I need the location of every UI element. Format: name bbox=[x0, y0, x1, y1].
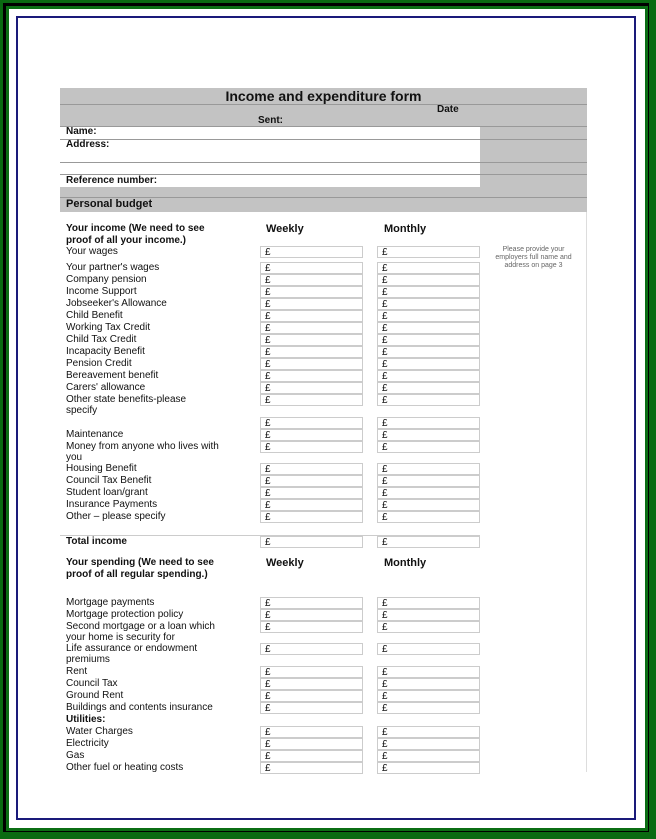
spending-header-1: Your spending (We need to see bbox=[66, 557, 214, 568]
spending-monthly-field[interactable]: £ bbox=[377, 597, 480, 609]
income-weekly-field[interactable]: £ bbox=[260, 370, 363, 382]
spending-label: Mortgage protection policy bbox=[66, 609, 184, 620]
spending-label: Life assurance or endowment bbox=[66, 643, 198, 654]
income-monthly-field[interactable]: £ bbox=[377, 274, 480, 286]
income-label: Student loan/grant bbox=[66, 487, 148, 498]
income-weekly-field[interactable]: £ bbox=[260, 499, 363, 511]
income-monthly-field[interactable]: £ bbox=[377, 429, 480, 441]
income-weekly-field[interactable]: £ bbox=[260, 298, 363, 310]
income-label: Pension Credit bbox=[66, 358, 132, 369]
spending-label: Rent bbox=[66, 666, 88, 677]
income-monthly-field[interactable]: £ bbox=[377, 262, 480, 274]
income-monthly-field[interactable]: £ bbox=[377, 487, 480, 499]
income-label: Insurance Payments bbox=[66, 499, 158, 510]
spending-monthly-field[interactable]: £ bbox=[377, 690, 480, 702]
income-monthly-field[interactable]: £ bbox=[377, 298, 480, 310]
income-monthly-field[interactable]: £ bbox=[377, 417, 480, 429]
total-income-label: Total income bbox=[66, 536, 127, 547]
income-weekly-field[interactable]: £ bbox=[260, 358, 363, 370]
form-title: Income and expenditure form bbox=[225, 88, 422, 104]
income-weekly-field[interactable]: £ bbox=[260, 417, 363, 429]
income-weekly-field[interactable]: £ bbox=[260, 274, 363, 286]
income-monthly-field[interactable]: £ bbox=[377, 511, 480, 523]
income-weekly-field[interactable]: £ bbox=[260, 511, 363, 523]
spending-monthly-field[interactable]: £ bbox=[377, 643, 480, 655]
income-label: Maintenance bbox=[66, 429, 124, 440]
spending-weekly-header: Weekly bbox=[266, 557, 304, 569]
income-monthly-field[interactable]: £ bbox=[377, 346, 480, 358]
spending-monthly-field[interactable]: £ bbox=[377, 726, 480, 738]
income-label: Housing Benefit bbox=[66, 463, 137, 474]
income-monthly-field[interactable]: £ bbox=[377, 246, 480, 258]
income-label: Other state benefits-please bbox=[66, 394, 187, 405]
income-monthly-field[interactable]: £ bbox=[377, 322, 480, 334]
spending-weekly-field[interactable]: £ bbox=[260, 643, 363, 655]
total-income-monthly-field[interactable]: £ bbox=[377, 536, 480, 548]
spending-monthly-field[interactable]: £ bbox=[377, 678, 480, 690]
spending-label: premiums bbox=[66, 654, 110, 665]
spending-label: Utilities: bbox=[66, 714, 106, 725]
spending-monthly-field[interactable]: £ bbox=[377, 666, 480, 678]
spending-weekly-field[interactable]: £ bbox=[260, 750, 363, 762]
income-label: Money from anyone who lives with bbox=[66, 441, 219, 452]
spending-weekly-field[interactable]: £ bbox=[260, 609, 363, 621]
income-header-1: Your income (We need to see bbox=[66, 223, 205, 234]
spending-label: Other fuel or heating costs bbox=[66, 762, 184, 773]
income-monthly-field[interactable]: £ bbox=[377, 499, 480, 511]
spending-weekly-field[interactable]: £ bbox=[260, 702, 363, 714]
spending-label: Water Charges bbox=[66, 726, 133, 737]
spending-monthly-field[interactable]: £ bbox=[377, 750, 480, 762]
spending-label: Gas bbox=[66, 750, 85, 761]
income-label: Working Tax Credit bbox=[66, 322, 151, 333]
income-label: Child Benefit bbox=[66, 310, 123, 321]
spending-label: Second mortgage or a loan which bbox=[66, 621, 215, 632]
income-weekly-field[interactable]: £ bbox=[260, 463, 363, 475]
income-label: Child Tax Credit bbox=[66, 334, 137, 345]
income-label: Council Tax Benefit bbox=[66, 475, 152, 486]
income-weekly-field[interactable]: £ bbox=[260, 334, 363, 346]
income-weekly-field[interactable]: £ bbox=[260, 487, 363, 499]
spending-monthly-field[interactable]: £ bbox=[377, 762, 480, 774]
income-monthly-field[interactable]: £ bbox=[377, 394, 480, 406]
income-monthly-field[interactable]: £ bbox=[377, 286, 480, 298]
income-weekly-field[interactable]: £ bbox=[260, 346, 363, 358]
spending-monthly-header: Monthly bbox=[384, 557, 427, 569]
total-income-weekly-field[interactable]: £ bbox=[260, 536, 363, 548]
spending-weekly-field[interactable]: £ bbox=[260, 597, 363, 609]
spending-header-2: proof of all regular spending.) bbox=[66, 569, 208, 580]
spending-weekly-field[interactable]: £ bbox=[260, 621, 363, 633]
income-label: specify bbox=[66, 405, 98, 416]
income-weekly-field[interactable]: £ bbox=[260, 310, 363, 322]
income-header-2: proof of all your income.) bbox=[66, 235, 187, 246]
wages-note: Please provide your employers full name and address on page 3 bbox=[495, 246, 572, 269]
spending-monthly-field[interactable]: £ bbox=[377, 738, 480, 750]
income-monthly-field[interactable]: £ bbox=[377, 441, 480, 453]
side-band bbox=[480, 126, 587, 187]
spending-label: your home is security for bbox=[66, 632, 175, 643]
income-label: Company pension bbox=[66, 274, 147, 285]
income-label: Other – please specify bbox=[66, 511, 166, 522]
weekly-header: Weekly bbox=[266, 223, 304, 235]
income-monthly-field[interactable]: £ bbox=[377, 382, 480, 394]
spending-monthly-field[interactable]: £ bbox=[377, 621, 480, 633]
income-label: Jobseeker's Allowance bbox=[66, 298, 167, 309]
income-monthly-field[interactable]: £ bbox=[377, 370, 480, 382]
spending-label: Buildings and contents insurance bbox=[66, 702, 213, 713]
name-label: Name: bbox=[66, 126, 97, 137]
spending-weekly-field[interactable]: £ bbox=[260, 726, 363, 738]
income-monthly-field[interactable]: £ bbox=[377, 463, 480, 475]
sent-label: Sent: bbox=[258, 115, 283, 126]
income-label: Carers' allowance bbox=[66, 382, 146, 393]
spending-label: Mortgage payments bbox=[66, 597, 155, 608]
income-label: Your partner's wages bbox=[66, 262, 160, 273]
income-weekly-field[interactable]: £ bbox=[260, 262, 363, 274]
income-monthly-field[interactable]: £ bbox=[377, 358, 480, 370]
income-weekly-field[interactable]: £ bbox=[260, 286, 363, 298]
income-weekly-field[interactable]: £ bbox=[260, 382, 363, 394]
spending-label: Council Tax bbox=[66, 678, 118, 689]
income-label: Incapacity Benefit bbox=[66, 346, 145, 357]
reference-label: Reference number: bbox=[66, 175, 158, 186]
date-label: Date bbox=[437, 104, 459, 115]
income-weekly-field[interactable]: £ bbox=[260, 322, 363, 334]
income-weekly-field[interactable]: £ bbox=[260, 246, 363, 258]
income-monthly-field[interactable]: £ bbox=[377, 310, 480, 322]
income-label: you bbox=[66, 452, 83, 463]
spending-monthly-field[interactable]: £ bbox=[377, 702, 480, 714]
address-label: Address: bbox=[66, 139, 110, 150]
income-monthly-field[interactable]: £ bbox=[377, 475, 480, 487]
income-monthly-field[interactable]: £ bbox=[377, 334, 480, 346]
income-label: Bereavement benefit bbox=[66, 370, 159, 381]
spending-weekly-field[interactable]: £ bbox=[260, 738, 363, 750]
income-label: Your wages bbox=[66, 246, 118, 257]
monthly-header: Monthly bbox=[384, 223, 427, 235]
section-title: Personal budget bbox=[66, 198, 153, 210]
income-weekly-field[interactable]: £ bbox=[260, 394, 363, 406]
spending-weekly-field[interactable]: £ bbox=[260, 690, 363, 702]
income-label: Income Support bbox=[66, 286, 137, 297]
spending-label: Ground Rent bbox=[66, 690, 124, 701]
income-weekly-field[interactable]: £ bbox=[260, 475, 363, 487]
income-weekly-field[interactable]: £ bbox=[260, 441, 363, 453]
spending-label: Electricity bbox=[66, 738, 109, 749]
spending-weekly-field[interactable]: £ bbox=[260, 762, 363, 774]
spending-monthly-field[interactable]: £ bbox=[377, 609, 480, 621]
income-weekly-field[interactable]: £ bbox=[260, 429, 363, 441]
spending-weekly-field[interactable]: £ bbox=[260, 678, 363, 690]
spending-weekly-field[interactable]: £ bbox=[260, 666, 363, 678]
